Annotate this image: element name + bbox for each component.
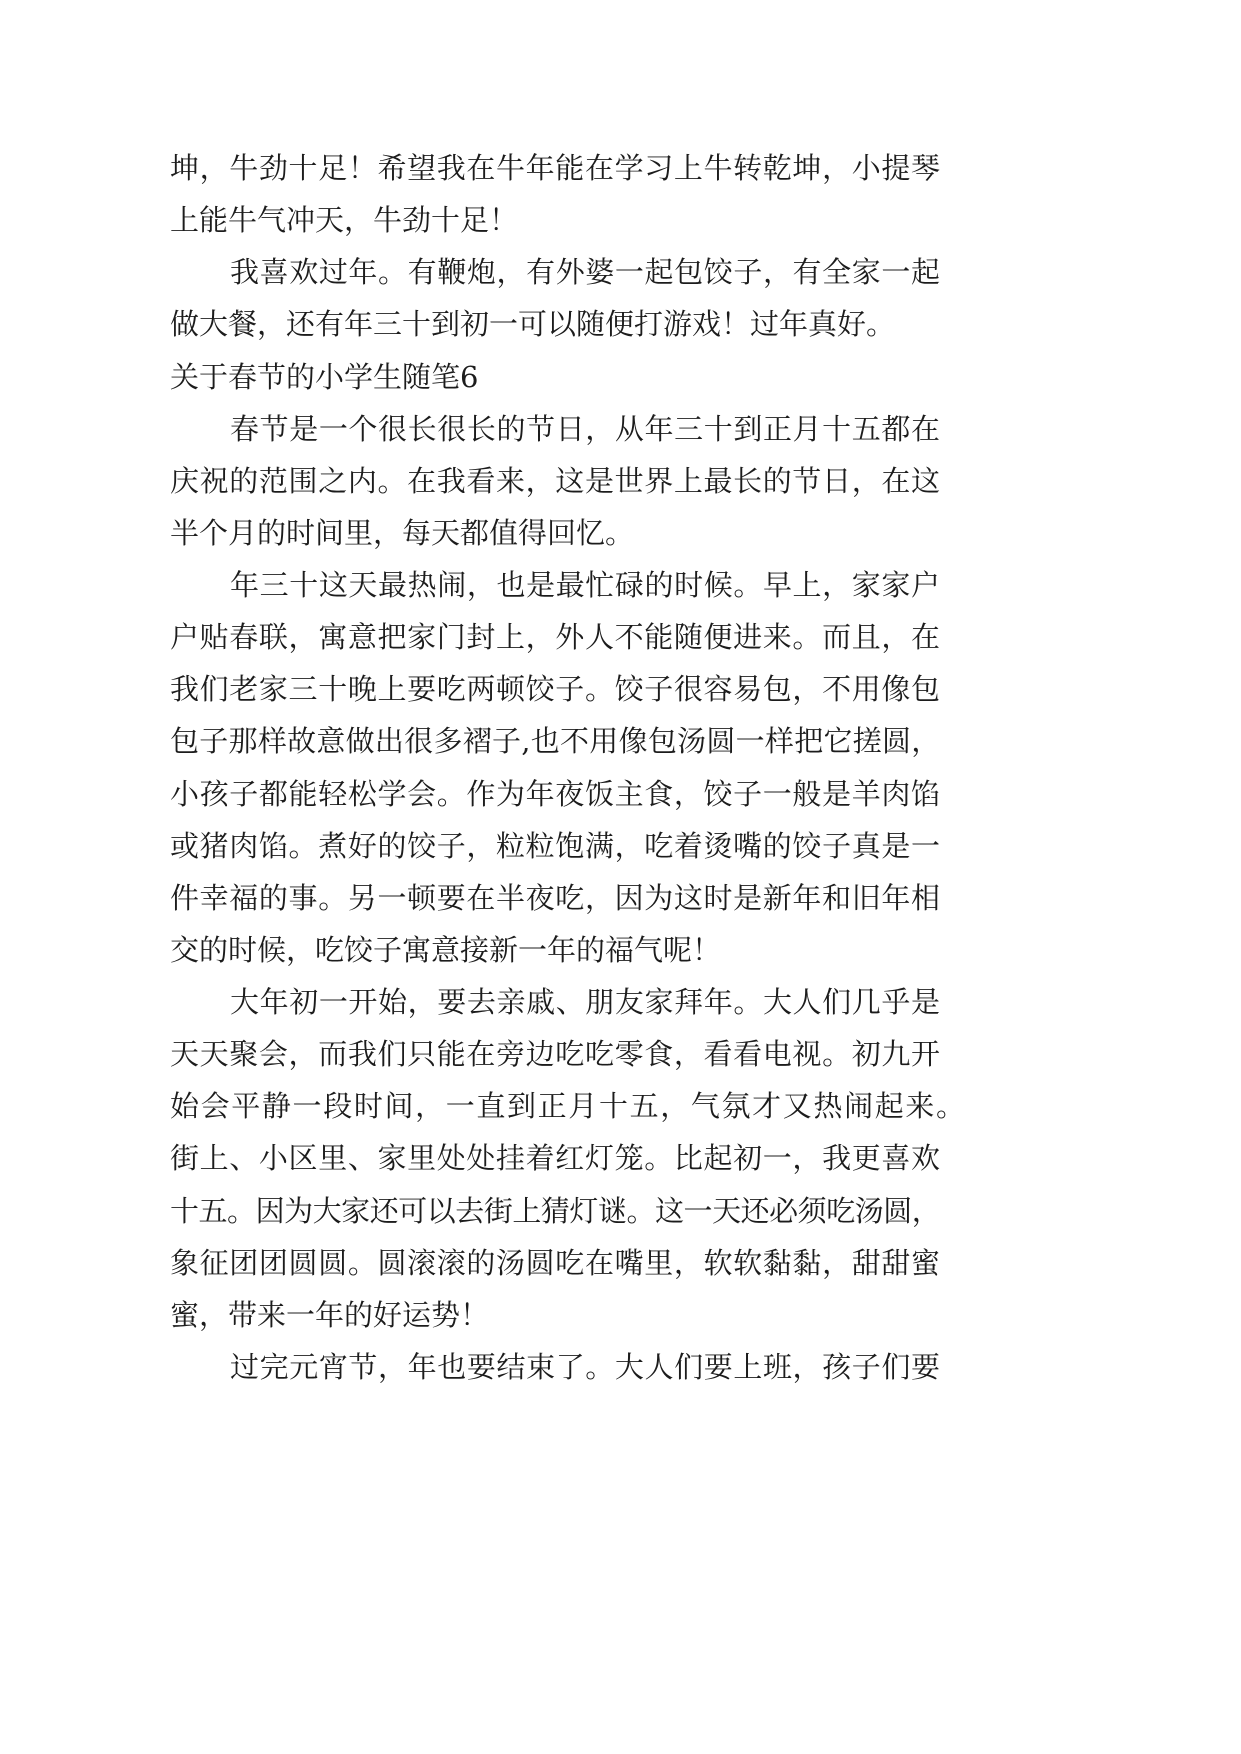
text-line: 我喜欢过年。有鞭炮，有外婆一起包饺子，有全家一起 (230, 255, 940, 290)
text-line: 上能牛气冲天，牛劲十足！ (170, 203, 519, 238)
text-line: 交的时候，吃饺子寓意接新一年的福气呢！ (170, 932, 722, 967)
section-title: 关于春节的小学生随笔6 (170, 359, 479, 394)
text-line: 蜜，带来一年的好运势！ (170, 1297, 490, 1332)
text-line: 包子那样故意做出很多褶子,也不用像包汤圆一样把它搓圆， (170, 724, 940, 759)
text-line: 做大餐，还有年三十到初一可以随便打游戏！过年真好。 (170, 307, 896, 342)
text-line: 我们老家三十晚上要吃两顿饺子。饺子很容易包，不用像包 (170, 672, 940, 707)
text-line: 街上、小区里、家里处处挂着红灯笼。比起初一，我更喜欢 (170, 1141, 940, 1176)
document-body (170, 142, 965, 1393)
paragraph (170, 559, 940, 976)
paragraph (170, 142, 940, 246)
text-line: 小孩子都能轻松学会。作为年夜饭主食，饺子一般是羊肉馅 (170, 776, 940, 811)
paragraph (170, 246, 940, 350)
paragraph (170, 1341, 940, 1393)
text-line: 始会平静一段时间，一直到正月十五，气氛才又热闹起来。 (170, 1089, 965, 1124)
text-line: 或猪肉馅。煮好的饺子，粒粒饱满，吃着烫嘴的饺子真是一 (170, 828, 940, 863)
text-line: 十五。因为大家还可以去街上猜灯谜。这一天还必须吃汤圆， (170, 1193, 940, 1228)
text-line: 年三十这天最热闹，也是最忙碌的时候。早上，家家户 (230, 568, 940, 602)
text-line: 坤，牛劲十足！希望我在牛年能在学习上牛转乾坤，小提琴 (170, 151, 940, 185)
text-line: 象征团团圆圆。圆滚滚的汤圆吃在嘴里，软软黏黏，甜甜蜜 (170, 1245, 940, 1280)
text-line: 半个月的时间里，每天都值得回忆。 (170, 515, 635, 550)
text-line: 户贴春联，寓意把家门封上，外人不能随便进来。而且，在 (170, 620, 940, 655)
paragraph (170, 976, 965, 1341)
text-line: 天天聚会，而我们只能在旁边吃吃零食，看看电视。初九开 (170, 1037, 940, 1072)
paragraph (170, 403, 940, 559)
text-line: 大年初一开始，要去亲戚、朋友家拜年。大人们几乎是 (230, 985, 940, 1019)
text-line: 件幸福的事。另一顿要在半夜吃，因为这时是新年和旧年相 (170, 880, 940, 915)
text-line: 春节是一个很长很长的节日，从年三十到正月十五都在 (230, 411, 940, 446)
text-line: 过完元宵节，年也要结束了。大人们要上班，孩子们要 (230, 1349, 940, 1384)
text-line: 庆祝的范围之内。在我看来，这是世界上最长的节日，在这 (170, 463, 940, 498)
